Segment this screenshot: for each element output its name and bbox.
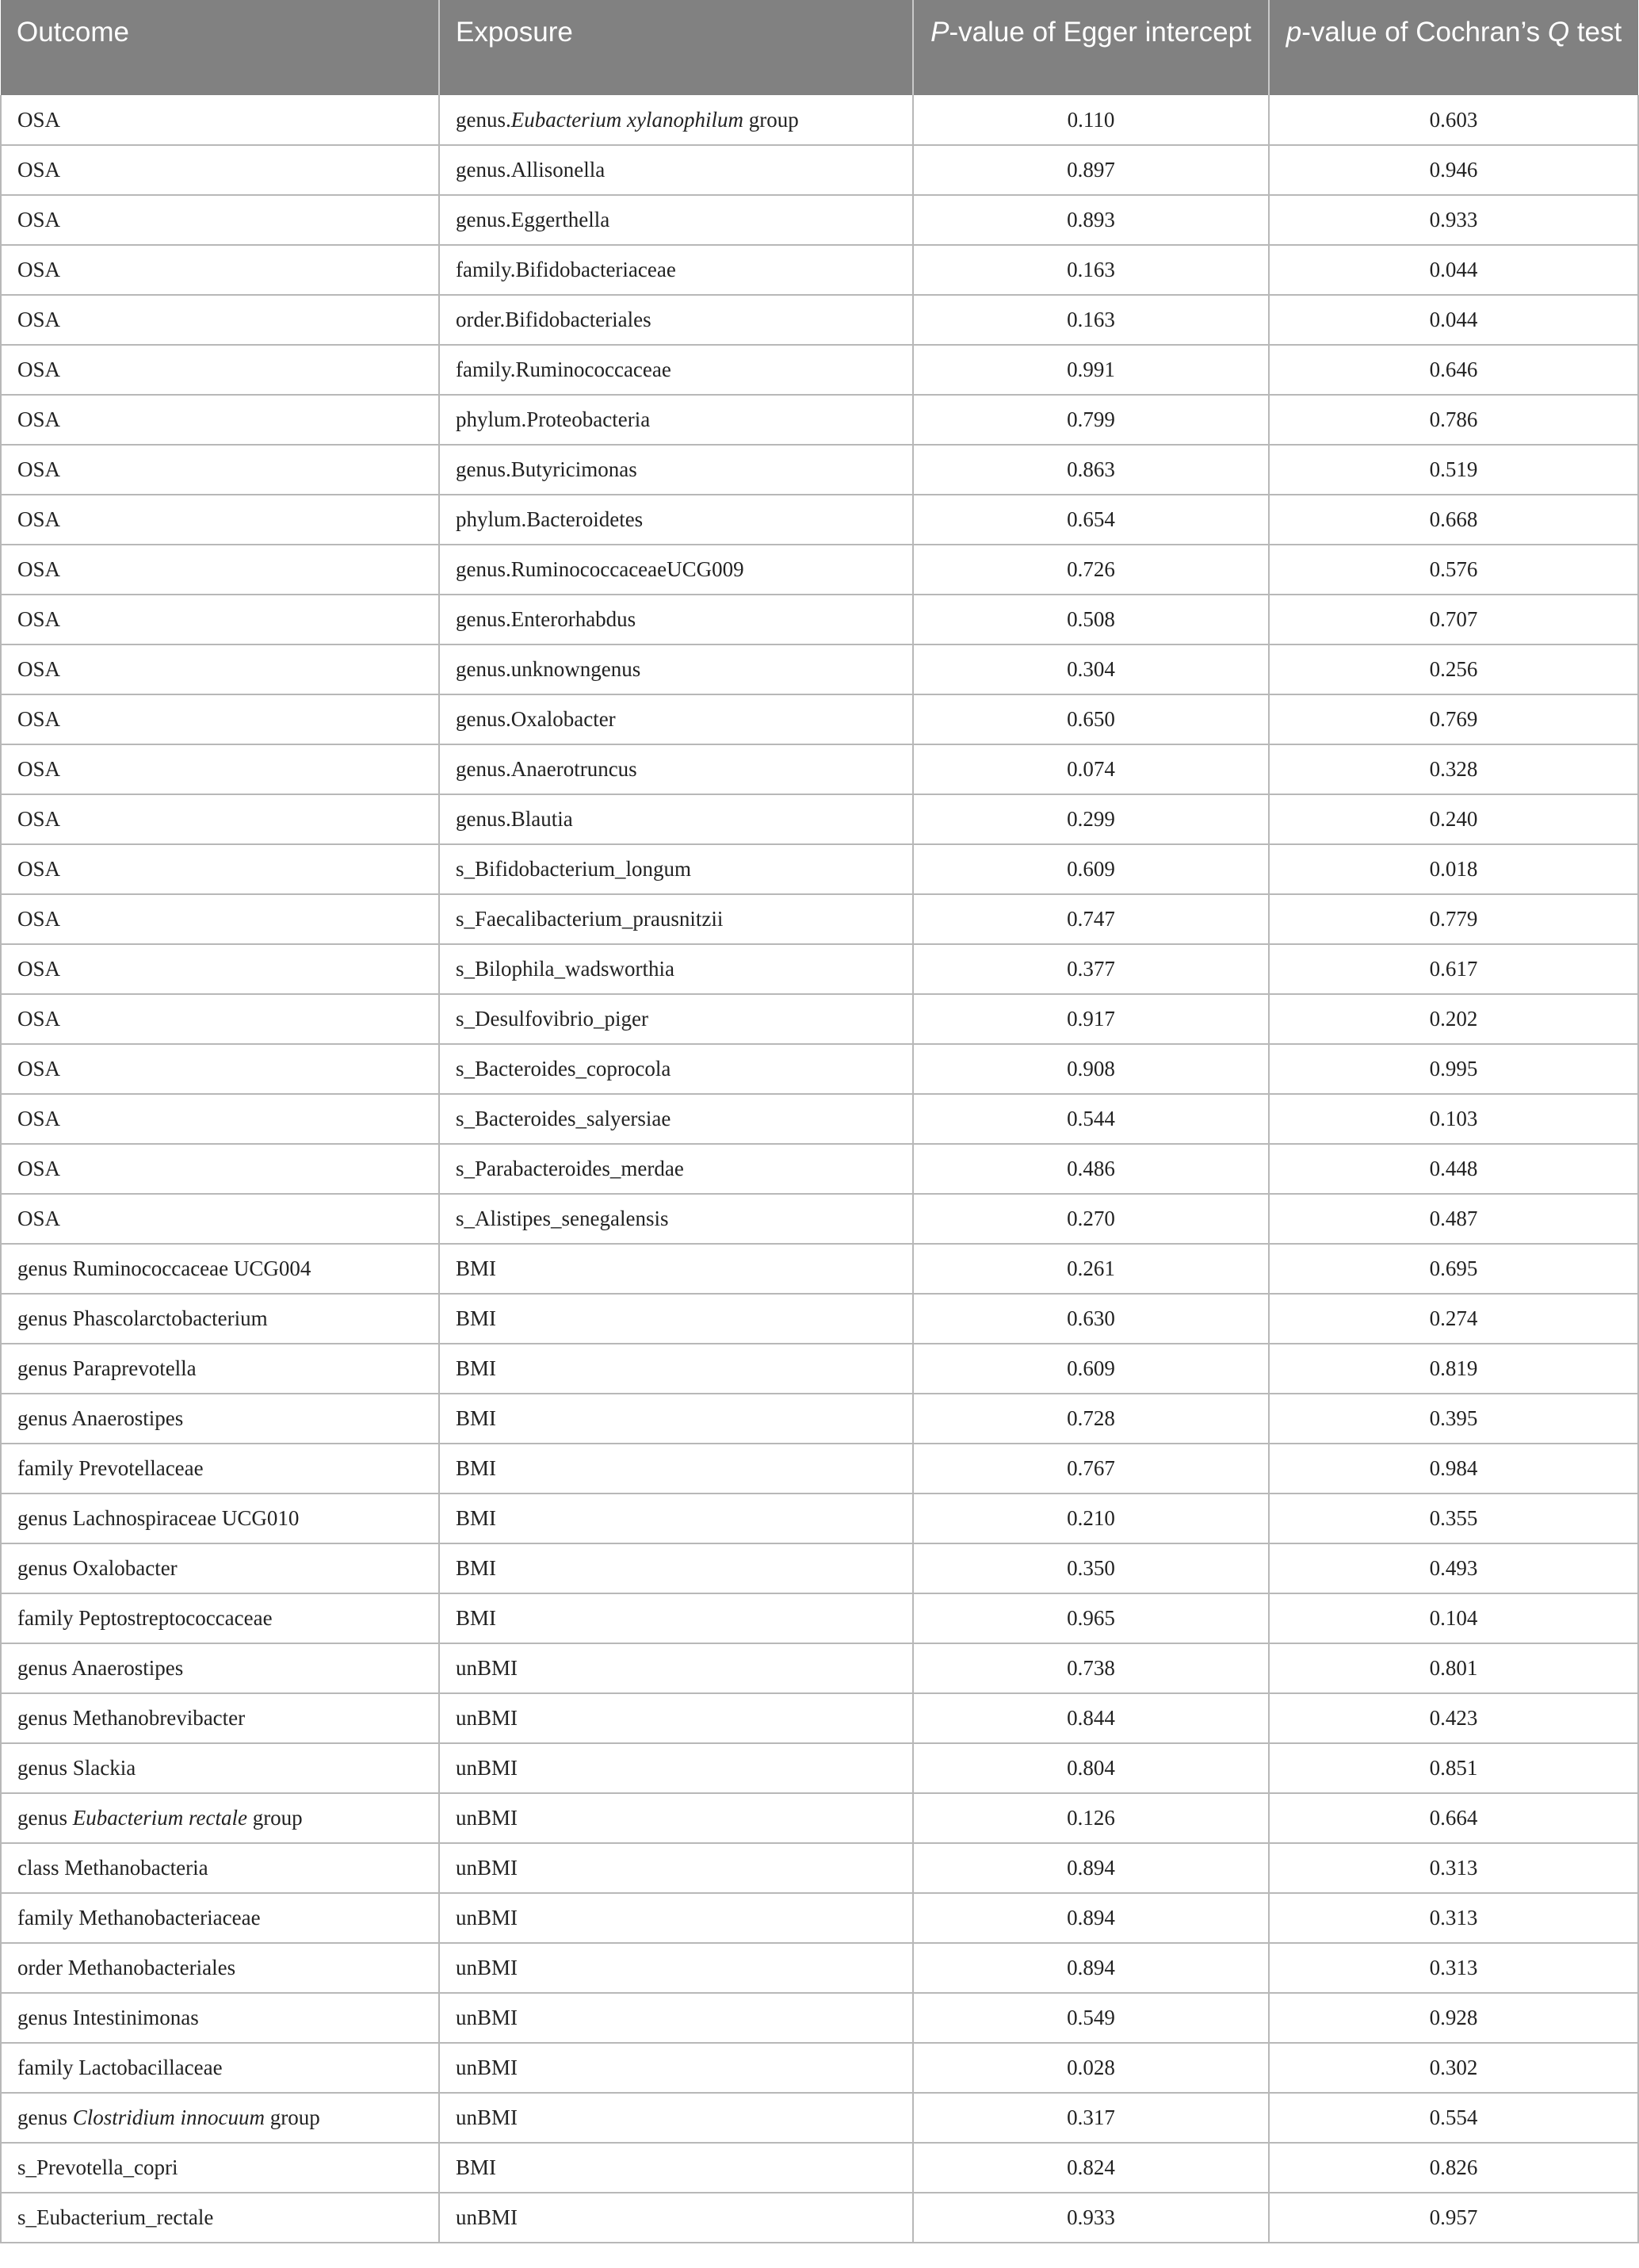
egger-pvalue-cell: 0.299 bbox=[913, 794, 1269, 844]
outcome-cell: OSA bbox=[1, 145, 439, 195]
table-row bbox=[1, 595, 1638, 644]
cochran-pvalue-cell: 0.313 bbox=[1269, 1893, 1638, 1943]
cochran-pvalue-cell: 0.664 bbox=[1269, 1793, 1638, 1843]
egger-pvalue-cell: 0.304 bbox=[913, 644, 1269, 694]
exposure-cell: BMI bbox=[439, 1344, 913, 1394]
table-row bbox=[1, 2093, 1638, 2143]
egger-pvalue-cell: 0.486 bbox=[913, 1144, 1269, 1194]
table-row bbox=[1, 1194, 1638, 1244]
exposure-cell: unBMI bbox=[439, 2093, 913, 2143]
table-row bbox=[1, 1044, 1638, 1094]
outcome-cell: genus Oxalobacter bbox=[1, 1543, 439, 1593]
table-row bbox=[1, 1643, 1638, 1693]
table-row bbox=[1, 2193, 1638, 2243]
exposure-cell: s_Desulfovibrio_piger bbox=[439, 994, 913, 1044]
table-row bbox=[1, 1893, 1638, 1943]
outcome-cell: OSA bbox=[1, 1044, 439, 1094]
cochran-pvalue-cell: 0.256 bbox=[1269, 644, 1638, 694]
exposure-cell: BMI bbox=[439, 2143, 913, 2193]
exposure-cell: s_Faecalibacterium_prausnitzii bbox=[439, 894, 913, 944]
table-row bbox=[1, 1793, 1638, 1843]
outcome-cell: genus Anaerostipes bbox=[1, 1394, 439, 1444]
cochran-pvalue-cell: 0.395 bbox=[1269, 1394, 1638, 1444]
table-row bbox=[1, 994, 1638, 1044]
egger-pvalue-cell: 0.609 bbox=[913, 844, 1269, 894]
cochran-pvalue-cell: 0.707 bbox=[1269, 595, 1638, 644]
table-row bbox=[1, 1943, 1638, 1993]
outcome-cell: OSA bbox=[1, 944, 439, 994]
outcome-cell: OSA bbox=[1, 545, 439, 595]
exposure-cell: BMI bbox=[439, 1593, 913, 1643]
cochran-pvalue-cell: 0.302 bbox=[1269, 2043, 1638, 2093]
outcome-cell: s_Eubacterium_rectale bbox=[1, 2193, 439, 2243]
egger-pvalue-cell: 0.894 bbox=[913, 1843, 1269, 1893]
header-outcome: Outcome bbox=[1, 0, 439, 95]
egger-pvalue-cell: 0.726 bbox=[913, 545, 1269, 595]
egger-pvalue-cell: 0.163 bbox=[913, 295, 1269, 345]
table-row bbox=[1, 95, 1638, 145]
cochran-pvalue-cell: 0.786 bbox=[1269, 395, 1638, 445]
table-row bbox=[1, 644, 1638, 694]
table-row bbox=[1, 1593, 1638, 1643]
egger-pvalue-cell: 0.350 bbox=[913, 1543, 1269, 1593]
outcome-cell: OSA bbox=[1, 95, 439, 145]
egger-pvalue-cell: 0.508 bbox=[913, 595, 1269, 644]
outcome-cell: genus Lachnospiraceae UCG010 bbox=[1, 1494, 439, 1543]
table-row bbox=[1, 295, 1638, 345]
egger-pvalue-cell: 0.863 bbox=[913, 445, 1269, 495]
exposure-cell: s_Bacteroides_salyersiae bbox=[439, 1094, 913, 1144]
exposure-cell: unBMI bbox=[439, 1643, 913, 1693]
cochran-pvalue-cell: 0.554 bbox=[1269, 2093, 1638, 2143]
table-row bbox=[1, 2043, 1638, 2093]
exposure-cell: genus.Blautia bbox=[439, 794, 913, 844]
table-row bbox=[1, 1344, 1638, 1394]
outcome-cell: family Lactobacillaceae bbox=[1, 2043, 439, 2093]
cochran-pvalue-cell: 0.826 bbox=[1269, 2143, 1638, 2193]
exposure-cell: unBMI bbox=[439, 1943, 913, 1993]
outcome-cell: genus Slackia bbox=[1, 1743, 439, 1793]
outcome-cell: genus Eubacterium rectale group bbox=[1, 1793, 439, 1843]
outcome-cell: order Methanobacteriales bbox=[1, 1943, 439, 1993]
table-row bbox=[1, 445, 1638, 495]
table-row bbox=[1, 245, 1638, 295]
egger-pvalue-cell: 0.728 bbox=[913, 1394, 1269, 1444]
egger-pvalue-cell: 0.028 bbox=[913, 2043, 1269, 2093]
table-body bbox=[1, 95, 1638, 2243]
exposure-cell: BMI bbox=[439, 1543, 913, 1593]
egger-pvalue-cell: 0.893 bbox=[913, 195, 1269, 245]
egger-pvalue-cell: 0.609 bbox=[913, 1344, 1269, 1394]
cochran-pvalue-cell: 0.423 bbox=[1269, 1693, 1638, 1743]
exposure-cell: s_Parabacteroides_merdae bbox=[439, 1144, 913, 1194]
outcome-cell: OSA bbox=[1, 1094, 439, 1144]
header-egger-intercept: P-value of Egger intercept bbox=[913, 0, 1269, 95]
egger-pvalue-cell: 0.933 bbox=[913, 2193, 1269, 2243]
cochran-pvalue-cell: 0.104 bbox=[1269, 1593, 1638, 1643]
egger-pvalue-cell: 0.650 bbox=[913, 694, 1269, 744]
egger-pvalue-cell: 0.126 bbox=[913, 1793, 1269, 1843]
exposure-cell: genus.RuminococcaceaeUCG009 bbox=[439, 545, 913, 595]
outcome-cell: s_Prevotella_copri bbox=[1, 2143, 439, 2193]
outcome-cell: OSA bbox=[1, 395, 439, 445]
exposure-cell: genus.Anaerotruncus bbox=[439, 744, 913, 794]
cochran-pvalue-cell: 0.493 bbox=[1269, 1543, 1638, 1593]
outcome-cell: OSA bbox=[1, 994, 439, 1044]
exposure-cell: family.Bifidobacteriaceae bbox=[439, 245, 913, 295]
cochran-pvalue-cell: 0.928 bbox=[1269, 1993, 1638, 2043]
table-row bbox=[1, 1094, 1638, 1144]
table-row bbox=[1, 794, 1638, 844]
table-row bbox=[1, 694, 1638, 744]
egger-pvalue-cell: 0.163 bbox=[913, 245, 1269, 295]
egger-pvalue-cell: 0.844 bbox=[913, 1693, 1269, 1743]
outcome-cell: genus Ruminococcaceae UCG004 bbox=[1, 1244, 439, 1294]
header-row bbox=[1, 0, 1638, 95]
egger-pvalue-cell: 0.110 bbox=[913, 95, 1269, 145]
egger-pvalue-cell: 0.654 bbox=[913, 495, 1269, 545]
exposure-cell: genus.Oxalobacter bbox=[439, 694, 913, 744]
cochran-pvalue-cell: 0.646 bbox=[1269, 345, 1638, 395]
cochran-pvalue-cell: 0.044 bbox=[1269, 245, 1638, 295]
outcome-cell: OSA bbox=[1, 744, 439, 794]
cochran-pvalue-cell: 0.603 bbox=[1269, 95, 1638, 145]
table-row bbox=[1, 944, 1638, 994]
exposure-cell: unBMI bbox=[439, 1693, 913, 1743]
egger-pvalue-cell: 0.210 bbox=[913, 1494, 1269, 1543]
table-row bbox=[1, 145, 1638, 195]
cochran-pvalue-cell: 0.933 bbox=[1269, 195, 1638, 245]
cochran-pvalue-cell: 0.240 bbox=[1269, 794, 1638, 844]
egger-pvalue-cell: 0.261 bbox=[913, 1244, 1269, 1294]
table-row bbox=[1, 1244, 1638, 1294]
cochran-pvalue-cell: 0.328 bbox=[1269, 744, 1638, 794]
exposure-cell: family.Ruminococcaceae bbox=[439, 345, 913, 395]
exposure-cell: genus.Allisonella bbox=[439, 145, 913, 195]
egger-pvalue-cell: 0.544 bbox=[913, 1094, 1269, 1144]
egger-pvalue-cell: 0.270 bbox=[913, 1194, 1269, 1244]
exposure-cell: BMI bbox=[439, 1444, 913, 1494]
exposure-cell: genus.Eubacterium xylanophilum group bbox=[439, 95, 913, 145]
outcome-cell: genus Phascolarctobacterium bbox=[1, 1294, 439, 1344]
table-row bbox=[1, 1993, 1638, 2043]
egger-pvalue-cell: 0.894 bbox=[913, 1893, 1269, 1943]
exposure-cell: unBMI bbox=[439, 1843, 913, 1893]
table-row bbox=[1, 395, 1638, 445]
outcome-cell: OSA bbox=[1, 595, 439, 644]
outcome-cell: OSA bbox=[1, 844, 439, 894]
cochran-pvalue-cell: 0.487 bbox=[1269, 1194, 1638, 1244]
cochran-pvalue-cell: 0.313 bbox=[1269, 1843, 1638, 1893]
cochran-pvalue-cell: 0.448 bbox=[1269, 1144, 1638, 1194]
egger-pvalue-cell: 0.630 bbox=[913, 1294, 1269, 1344]
egger-pvalue-cell: 0.804 bbox=[913, 1743, 1269, 1793]
table-row bbox=[1, 844, 1638, 894]
outcome-cell: family Peptostreptococcaceae bbox=[1, 1593, 439, 1643]
egger-pvalue-cell: 0.917 bbox=[913, 994, 1269, 1044]
exposure-cell: genus.unknowngenus bbox=[439, 644, 913, 694]
exposure-cell: phylum.Bacteroidetes bbox=[439, 495, 913, 545]
table-row bbox=[1, 2143, 1638, 2193]
cochran-pvalue-cell: 0.957 bbox=[1269, 2193, 1638, 2243]
egger-pvalue-cell: 0.747 bbox=[913, 894, 1269, 944]
table-header bbox=[1, 0, 1638, 95]
cochran-pvalue-cell: 0.779 bbox=[1269, 894, 1638, 944]
table-row bbox=[1, 1144, 1638, 1194]
exposure-cell: BMI bbox=[439, 1394, 913, 1444]
table-row bbox=[1, 744, 1638, 794]
outcome-cell: OSA bbox=[1, 1194, 439, 1244]
exposure-cell: BMI bbox=[439, 1494, 913, 1543]
cochran-pvalue-cell: 0.769 bbox=[1269, 694, 1638, 744]
egger-pvalue-cell: 0.991 bbox=[913, 345, 1269, 395]
exposure-cell: unBMI bbox=[439, 1793, 913, 1843]
exposure-cell: unBMI bbox=[439, 1743, 913, 1793]
egger-pvalue-cell: 0.799 bbox=[913, 395, 1269, 445]
outcome-cell: OSA bbox=[1, 894, 439, 944]
outcome-cell: OSA bbox=[1, 1144, 439, 1194]
exposure-cell: s_Alistipes_senegalensis bbox=[439, 1194, 913, 1244]
cochran-pvalue-cell: 0.576 bbox=[1269, 545, 1638, 595]
header-exposure: Exposure bbox=[439, 0, 913, 95]
outcome-cell: OSA bbox=[1, 245, 439, 295]
table-row bbox=[1, 894, 1638, 944]
egger-pvalue-cell: 0.549 bbox=[913, 1993, 1269, 2043]
outcome-cell: OSA bbox=[1, 445, 439, 495]
cochran-pvalue-cell: 0.103 bbox=[1269, 1094, 1638, 1144]
cochran-pvalue-cell: 0.851 bbox=[1269, 1743, 1638, 1793]
exposure-cell: unBMI bbox=[439, 1993, 913, 2043]
table-row bbox=[1, 1743, 1638, 1793]
exposure-cell: s_Bilophila_wadsworthia bbox=[439, 944, 913, 994]
outcome-cell: family Prevotellaceae bbox=[1, 1444, 439, 1494]
outcome-cell: OSA bbox=[1, 644, 439, 694]
exposure-cell: BMI bbox=[439, 1294, 913, 1344]
table-row bbox=[1, 1294, 1638, 1344]
egger-pvalue-cell: 0.908 bbox=[913, 1044, 1269, 1094]
outcome-cell: family Methanobacteriaceae bbox=[1, 1893, 439, 1943]
cochran-pvalue-cell: 0.995 bbox=[1269, 1044, 1638, 1094]
outcome-cell: genus Clostridium innocuum group bbox=[1, 2093, 439, 2143]
egger-pvalue-cell: 0.317 bbox=[913, 2093, 1269, 2143]
table-row bbox=[1, 1394, 1638, 1444]
table-row bbox=[1, 195, 1638, 245]
cochran-pvalue-cell: 0.668 bbox=[1269, 495, 1638, 545]
cochran-pvalue-cell: 0.946 bbox=[1269, 145, 1638, 195]
exposure-cell: BMI bbox=[439, 1244, 913, 1294]
cochran-pvalue-cell: 0.202 bbox=[1269, 994, 1638, 1044]
outcome-cell: OSA bbox=[1, 295, 439, 345]
table-row bbox=[1, 345, 1638, 395]
egger-pvalue-cell: 0.377 bbox=[913, 944, 1269, 994]
outcome-cell: OSA bbox=[1, 694, 439, 744]
exposure-cell: order.Bifidobacteriales bbox=[439, 295, 913, 345]
table-row bbox=[1, 545, 1638, 595]
cochran-pvalue-cell: 0.355 bbox=[1269, 1494, 1638, 1543]
outcome-cell: class Methanobacteria bbox=[1, 1843, 439, 1893]
egger-pvalue-cell: 0.965 bbox=[913, 1593, 1269, 1643]
exposure-cell: genus.Butyricimonas bbox=[439, 445, 913, 495]
table-row bbox=[1, 1843, 1638, 1893]
exposure-cell: phylum.Proteobacteria bbox=[439, 395, 913, 445]
egger-pvalue-cell: 0.894 bbox=[913, 1943, 1269, 1993]
cochran-pvalue-cell: 0.018 bbox=[1269, 844, 1638, 894]
outcome-cell: OSA bbox=[1, 345, 439, 395]
table-row bbox=[1, 1444, 1638, 1494]
outcome-cell: genus Intestinimonas bbox=[1, 1993, 439, 2043]
cochran-pvalue-cell: 0.819 bbox=[1269, 1344, 1638, 1394]
table-row bbox=[1, 1693, 1638, 1743]
header-cochran-q: p-value of Cochran’s Q test bbox=[1286, 17, 1622, 48]
exposure-cell: unBMI bbox=[439, 1893, 913, 1943]
egger-pvalue-cell: 0.074 bbox=[913, 744, 1269, 794]
egger-pvalue-cell: 0.767 bbox=[913, 1444, 1269, 1494]
outcome-cell: genus Paraprevotella bbox=[1, 1344, 439, 1394]
egger-pvalue-cell: 0.738 bbox=[913, 1643, 1269, 1693]
exposure-cell: genus.Enterorhabdus bbox=[439, 595, 913, 644]
outcome-cell: genus Anaerostipes bbox=[1, 1643, 439, 1693]
exposure-cell: unBMI bbox=[439, 2043, 913, 2093]
cochran-pvalue-cell: 0.801 bbox=[1269, 1643, 1638, 1693]
exposure-cell: s_Bacteroides_coprocola bbox=[439, 1044, 913, 1094]
outcome-cell: OSA bbox=[1, 195, 439, 245]
outcome-cell: OSA bbox=[1, 794, 439, 844]
exposure-cell: unBMI bbox=[439, 2193, 913, 2243]
cochran-pvalue-cell: 0.044 bbox=[1269, 295, 1638, 345]
exposure-cell: genus.Eggerthella bbox=[439, 195, 913, 245]
egger-pvalue-cell: 0.824 bbox=[913, 2143, 1269, 2193]
cochran-pvalue-cell: 0.274 bbox=[1269, 1294, 1638, 1344]
cochran-pvalue-cell: 0.617 bbox=[1269, 944, 1638, 994]
outcome-cell: OSA bbox=[1, 495, 439, 545]
cochran-pvalue-cell: 0.695 bbox=[1269, 1244, 1638, 1294]
outcome-cell: genus Methanobrevibacter bbox=[1, 1693, 439, 1743]
table-row bbox=[1, 495, 1638, 545]
egger-pvalue-cell: 0.897 bbox=[913, 145, 1269, 195]
cochran-pvalue-cell: 0.519 bbox=[1269, 445, 1638, 495]
cochran-pvalue-cell: 0.313 bbox=[1269, 1943, 1638, 1993]
table-row bbox=[1, 1494, 1638, 1543]
exposure-cell: s_Bifidobacterium_longum bbox=[439, 844, 913, 894]
cochran-pvalue-cell: 0.984 bbox=[1269, 1444, 1638, 1494]
table-row bbox=[1, 1543, 1638, 1593]
